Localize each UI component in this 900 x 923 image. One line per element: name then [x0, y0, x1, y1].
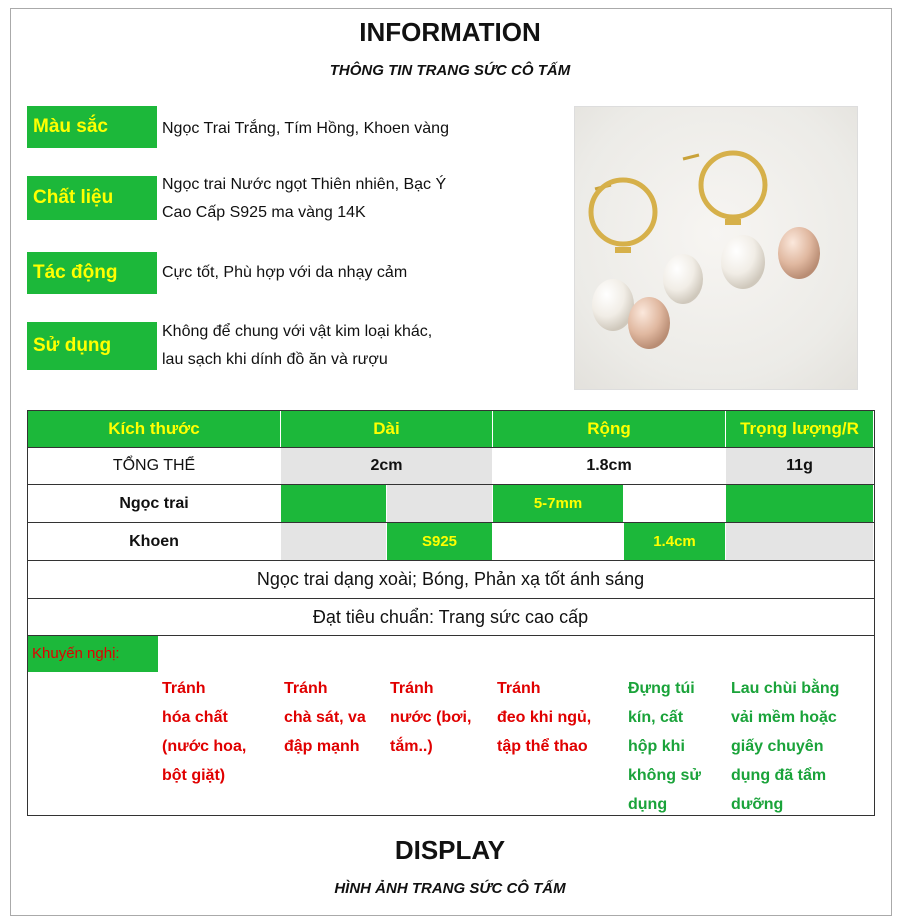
table-row-note2 — [28, 599, 874, 635]
table-row-overall — [28, 448, 874, 484]
header-weight: Trọng lượng/R — [726, 411, 874, 447]
label-effect: Tác động — [27, 252, 157, 294]
overall-width: 1.8cm — [493, 448, 726, 484]
display-title: DISPLAY — [394, 835, 506, 865]
page-subtitle: THÔNG TIN TRANG SỨC CÔ TẤM — [329, 62, 571, 79]
label-material: Chất liệu — [27, 176, 157, 220]
note-shape: Ngọc trai dạng xoài; Bóng, Phản xạ tốt ánh sáng — [28, 561, 874, 598]
table-row-ring — [28, 523, 874, 560]
value-usage: Không để chung với vật kim loại khác, lau sạch khi dính đồ ăn và rượu — [162, 323, 433, 368]
ring-material: S925 — [387, 523, 493, 560]
value-material: Ngọc trai Nước ngọt Thiên nhiên, Bạc Ý Cao Cấp S925 ma vàng 14K — [162, 176, 447, 221]
table-header-row — [28, 411, 874, 447]
overall-label: TỔNG THỂ — [28, 448, 281, 484]
note-standard: Đạt tiêu chuẩn: Trang sức cao cấp — [28, 599, 874, 635]
advice-label: Khuyến nghị: — [32, 645, 120, 662]
ring-width: 1.4cm — [624, 523, 726, 560]
header-width: Rộng — [493, 411, 726, 447]
tip-water: Tránh nước (bơi, tắm..) — [390, 680, 472, 755]
overall-weight: 11g — [726, 448, 874, 484]
table-row-pearl — [28, 485, 874, 522]
page-title: INFORMATION — [359, 17, 541, 47]
tip-cleaning: Lau chùi bằng vải mềm hoặc giấy chuyên dụng đã tẩm dưỡng — [731, 680, 840, 813]
label-usage: Sử dụng — [27, 322, 157, 370]
earrings-illustration — [575, 107, 857, 389]
value-effect: Cực tốt, Phù hợp với da nhạy cảm — [162, 264, 408, 281]
header-length: Dài — [281, 411, 493, 447]
pearl-label: Ngọc trai — [28, 485, 281, 522]
tip-storage: Đựng túi kín, cất hộp khi không sử dụng — [628, 680, 701, 813]
label-color: Màu sắc — [27, 106, 157, 148]
pearl-fill-d — [726, 485, 874, 522]
tip-chemicals: Tránh hóa chất (nước hoa, bột giặt) — [162, 680, 247, 784]
pearl-fill-a — [281, 485, 387, 522]
pearl-fill-b — [387, 485, 493, 522]
pearl-fill-c — [624, 485, 726, 522]
spec-table — [27, 410, 875, 816]
tip-impact: Tránh chà sát, va đập mạnh — [284, 680, 366, 755]
tip-sleep: Tránh đeo khi ngủ, tập thể thao — [497, 680, 592, 755]
product-photo — [574, 106, 858, 390]
header-size: Kích thước — [28, 411, 281, 447]
display-subtitle: HÌNH ẢNH TRANG SỨC CÔ TẤM — [334, 880, 566, 897]
overall-length: 2cm — [281, 448, 493, 484]
ring-fill-c — [726, 523, 874, 560]
pearl-size: 5-7mm — [493, 485, 624, 522]
ring-fill-b — [493, 523, 624, 560]
ring-fill-a — [281, 523, 387, 560]
value-color: Ngọc Trai Trắng, Tím Hồng, Khoen vàng — [162, 120, 449, 137]
ring-label: Khoen — [28, 523, 281, 560]
table-row-note1 — [28, 561, 874, 598]
